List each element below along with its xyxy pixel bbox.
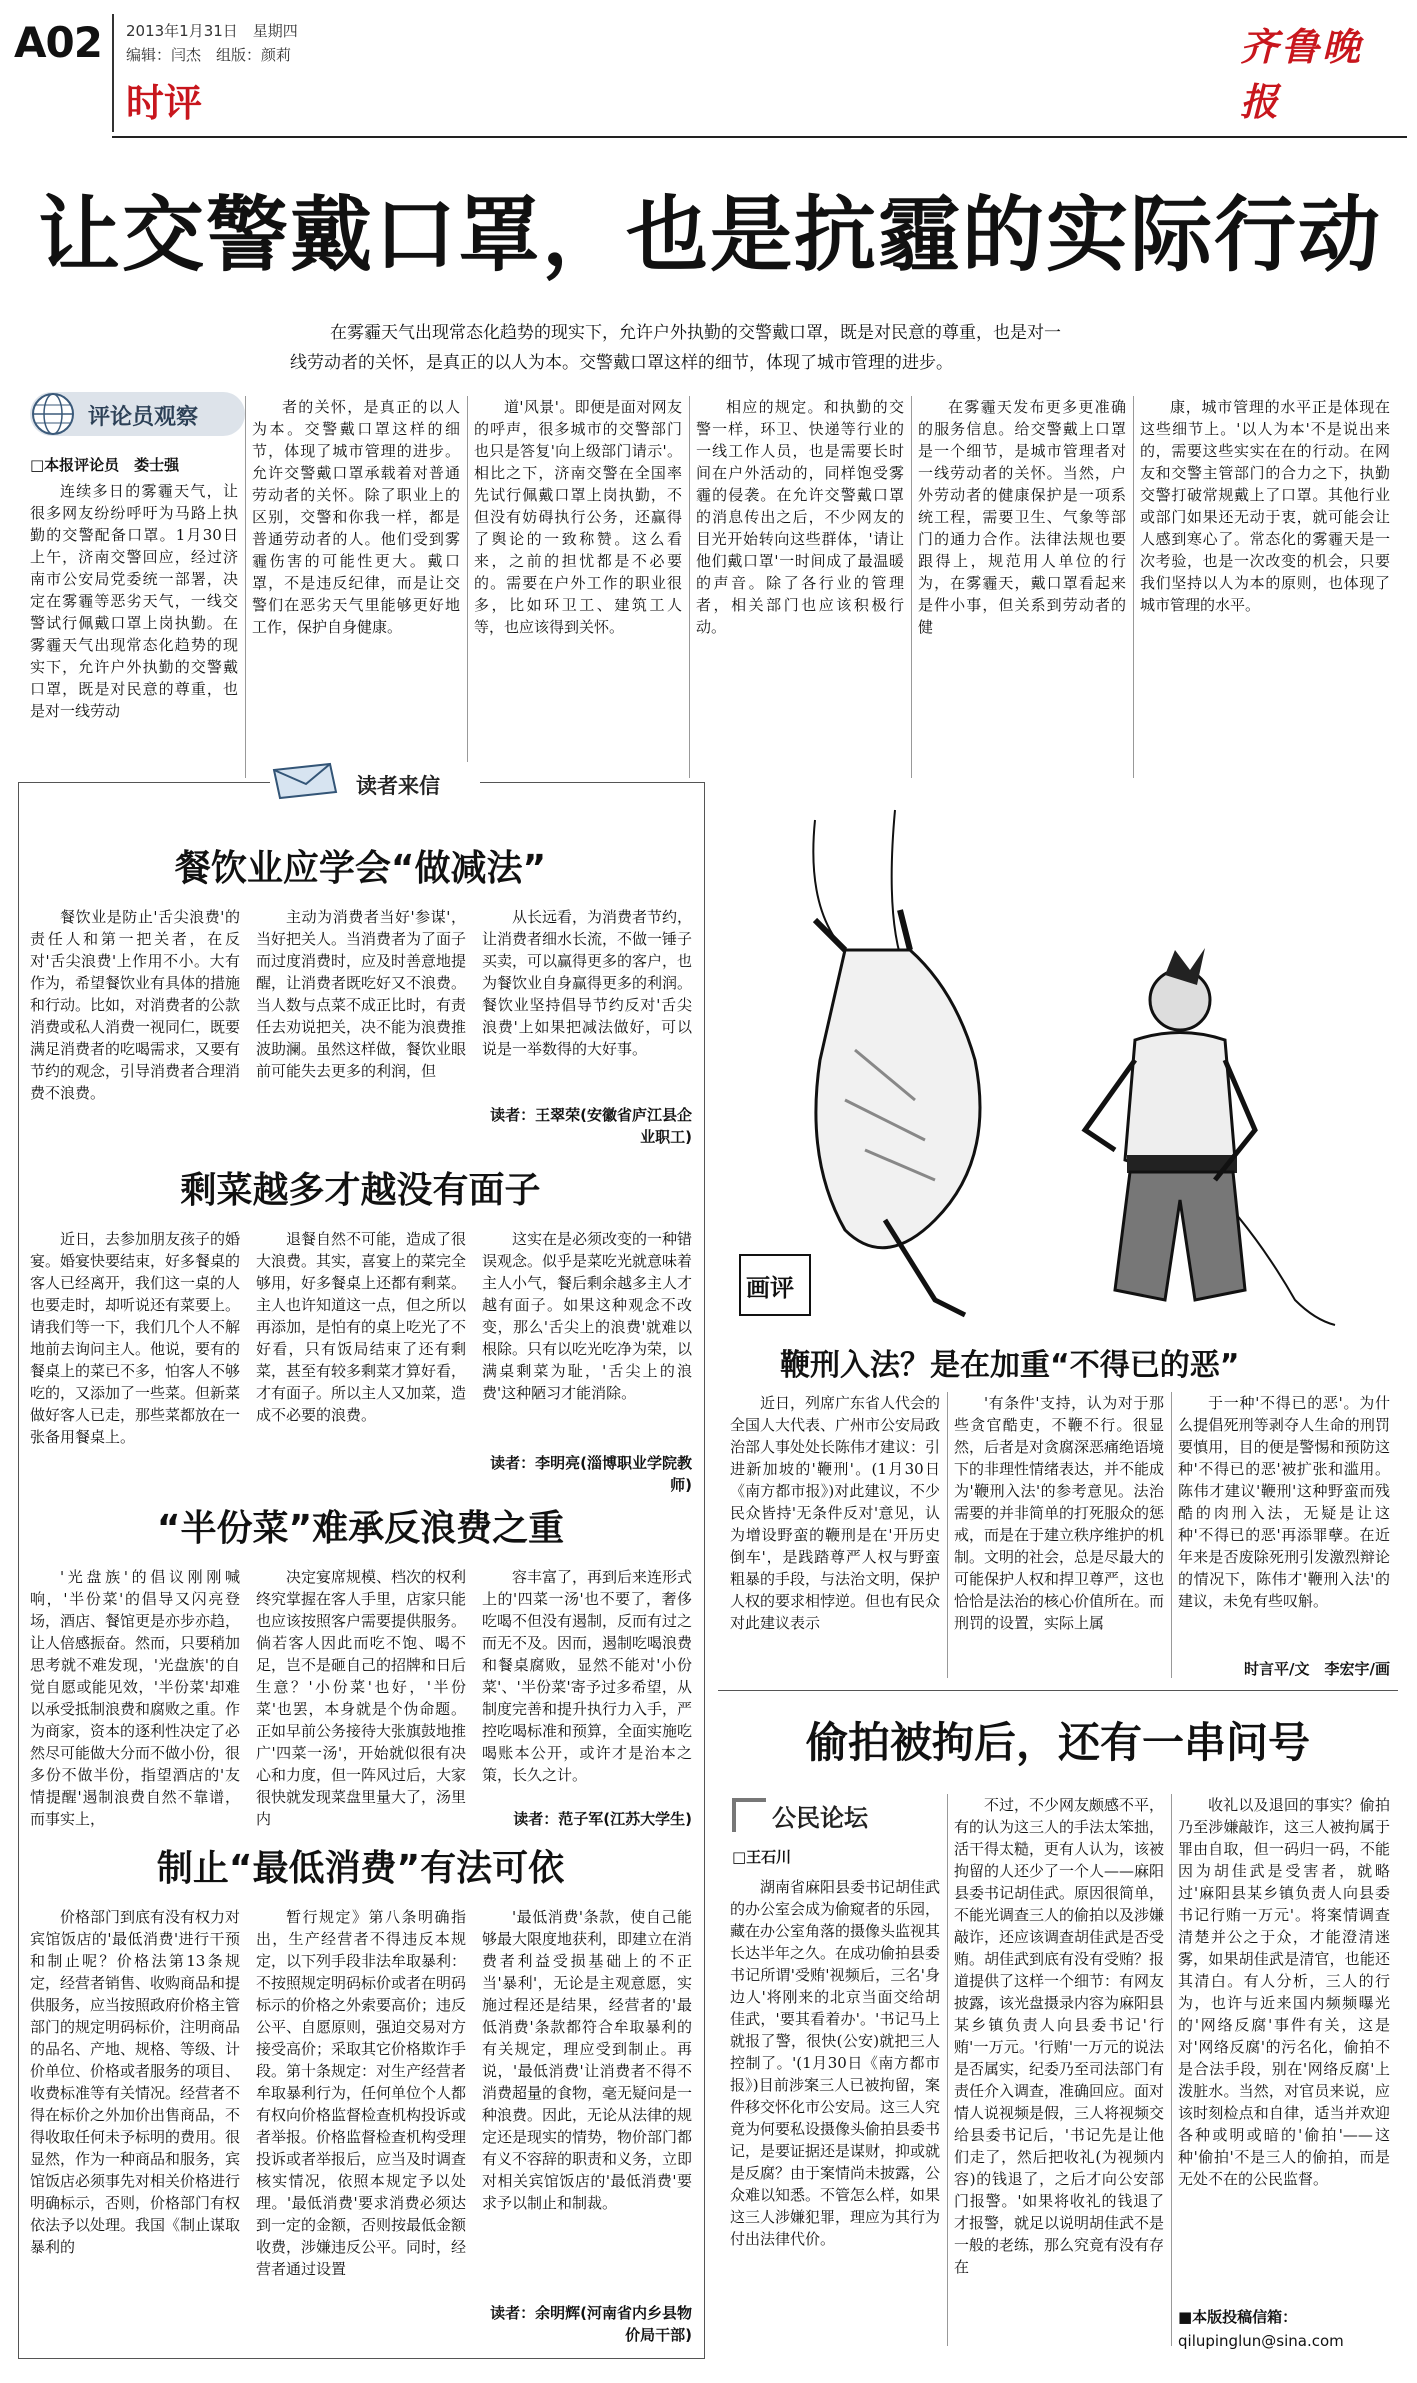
- envelope-icon: [270, 762, 340, 802]
- letter-1-col-2: [256, 906, 466, 1150]
- lead-col-4-text: 相应的规定。和执勤的交警一样，环卫、快递等行业的一线工作人员，也是需要长时间在户外活动的，同样饱受雾霾的侵袭。在允许交警戴口罩的消息传出之后，不少网友的目光开始转向这些群体，'请让他们戴口罩'一时间成了最温暖的声音。除了各行业的管理者，相关部门也应该积极行动。: [696, 398, 904, 636]
- letter-4-col-3-text: '最低消费'条款，使自己能够最大限度地获利，即建立在消费者利益受损基础上的不正当'暴利'，无论是主观意愿，实施过程还是结果，经营者的'最低消费'条款都符合牟取暴利的有关规定，理应受到制止。再说，'最低消费'让消费者不得不消费超量的食物，毫无疑问是一种浪费。因此，无论从法律的规定还是现实的情势，物价部门都有义不容辞的职责和义务，立即对相关宾馆饭店的'最低消费'要求予以制止和制裁。: [482, 1908, 692, 2212]
- bound-figure-body: [816, 950, 980, 1248]
- forum-col-2-text: 不过，不少网友颇感不平，有的认为这三人的手法太笨拙，活干得太糙，更有人认为，该被拘留的人还少了一个人——麻阳县委书记胡佳武。原因很简单，不能光调查三人的偷拍以及涉嫌敲诈，还应该调查胡佳武是否受贿。胡佳武到底有没有受贿？报道提供了这样一个细节：有网友披露，该光盘摄录内容为麻阳县某乡镇负责人向县委书记'行贿'一万元。'行贿'一万元的说法是否属实，纪委乃至司法部门有责任介入调查，准确回应。面对情人说视频是假，三人将视频交给县委书记后，'书记先是让他们走了，然后把收礼(为视频内容)的钱退了，之后才向公安部门报警。'如果将收礼的钱退了才报警，就足以说明胡佳武不是一般的老练，那么究竟有没有存在: [954, 1796, 1164, 2276]
- header-editors: 编辑：闫杰 组版：颜莉: [126, 46, 292, 64]
- letter-1-col-3: [482, 906, 692, 1100]
- forum-col-divider: [947, 1794, 948, 2346]
- lead-col-6: [1140, 396, 1390, 778]
- cartoon-col-1-text: 近日，列席广东省人代会的全国人大代表、广州市公安局政治部人事处处长陈伟才建议：引进新加坡的'鞭刑'。(1月30日《南方都市报》)对此建议，不少民众皆持'无条件反对'意见，认为增设野蛮的鞭刑是在'开历史倒车'，是践踏尊严人权与野蛮粗暴的手段，与法治文明，保护人权的要求相悖逆。但也有民众对此建议表示: [730, 1394, 940, 1632]
- page-number: A02: [14, 18, 102, 67]
- lead-col-divider: [245, 396, 246, 778]
- letter-2-col-1-text: 近日，去参加朋友孩子的婚宴。婚宴快要结束，好多餐桌的客人已经离开，我们这一桌的人也要走时，却听说还有菜要上。请我们等一下，我们几个人不解地前去询问主人。他说，要有的餐桌上的菜已不多，怕客人不够吃的，又添加了一些菜。但新菜做好客人已走，那些菜都放在一张备用餐桌上。: [30, 1230, 240, 1446]
- lead-col-3: [474, 396, 682, 778]
- forum-badge-label: 公民论坛: [772, 1804, 868, 1832]
- letter-2-col-3: [482, 1228, 692, 1448]
- lead-col-6-text: 康，城市管理的水平正是体现在这些细节上。'以人为本'不是说出来的，需要这些实实在在的行动。在网友和交警主管部门的合力之下，执勤交警打破常规戴上了口罩。其他行业或部门如果还无动于衷，就可能会让人感到寒心了。常态化的雾霾天是一次考验，也是一次改变的机会，只要我们坚持以人为本的原则，也体现了城市管理的水平。: [1140, 398, 1390, 614]
- cartoon-col-2: [954, 1392, 1164, 1678]
- cartoon-signature: 时言平/文 李宏宇/画: [1244, 1660, 1390, 1678]
- commentator-badge: [30, 392, 245, 436]
- lead-col-3-text: 道'风景'。即便是面对网友的呼声，很多城市的交警部门也只是答复'向上级部门请示'。相比之下，济南交警在全国率先试行佩戴口罩上岗执勤，不但没有妨碍执行公务，还赢得了舆论的一致称赞。这么看来，之前的担忧都是不必要的。需要在户外工作的职业很多，比如环卫工、建筑工人等，也应该得到关怀。: [474, 398, 682, 636]
- letter-3-col-1-text: '光盘族'的倡议刚刚喊响，'半份菜'的倡导又闪亮登场，酒店、餐馆更是亦步亦趋，让人倍感振奋。然而，只要稍加思考就不难发现，'光盘族'的自觉自愿或能见效，'半份菜'却难以承受抵制浪费和腐败之重。作为商家，资本的逐利性决定了必然尽可能做大分而不做小份，很多份不做半份，指望酒店的'友情提醒'遏制浪费自然不靠谱，而事实上，: [30, 1568, 240, 1828]
- forum-col-3-text: 收礼以及退回的事实？偷拍乃至涉嫌敲诈，这三人被拘属于罪由自取，但一码归一码，不能因为胡佳武是受害者，就略过'麻阳县某乡镇负责人向县委书记行贿一万元'。将案情调查清楚并公之于众，才能澄清迷雾，如果胡佳武是清官，也能还其清白。有人分析，三人的行为，也许与近来国内频频曝光的'网络反腐'事件有关，这是对'网络反腐'的污名化，偷拍不是合法手段，别在'网络反腐'上泼脏水。当然，对官员来说，应该时刻检点和自律，适当并欢迎各种或明或暗的'偷拍'——这种'偷拍'不是三人的偷拍，而是无处不在的公民监督。: [1178, 1796, 1390, 2188]
- lead-col-divider: [911, 396, 912, 778]
- brand-logo: [1240, 16, 1400, 124]
- lead-byline: □本报评论员 娄士强: [30, 456, 180, 474]
- forum-col-2: [954, 1794, 1164, 2346]
- enforcer-torso: [1125, 1033, 1235, 1171]
- letter-4-col-2: [256, 1906, 466, 2346]
- letter-4-signature: 读者：余明辉(河南省内乡县物价局干部): [490, 2304, 692, 2344]
- letter-2-title: 剩菜越多才越没有面子: [180, 1170, 541, 1211]
- letter-1-col-3-text: 从长远看，为消费者节约，让消费者细水长流，不做一锤子买卖，可以赢得更多的客户，也为餐饮业自身赢得更多的利润。餐饮业坚持倡导节约反对'舌尖浪费'上如果把减法做好，可以说是一举数得的大好事。: [482, 908, 692, 1058]
- lead-col-2: [252, 396, 460, 778]
- letter-3-signature: 读者：范子军(江苏大学生): [513, 1810, 692, 1828]
- section-title: 时评: [126, 81, 203, 125]
- commentator-badge-label: 评论员观察: [88, 405, 199, 430]
- cartoon-col-divider: [947, 1392, 948, 1678]
- header-date: 2013年1月31日 星期四: [126, 22, 298, 40]
- whip-line-right: [892, 810, 905, 970]
- lead-headline: 让交警戴口罩，也是抗霾的实际行动: [37, 188, 1382, 283]
- forum-headline: 偷拍被拘后，还有一串问号: [805, 1718, 1310, 1767]
- brand-logo-text: 齐鲁晚报: [1240, 24, 1364, 124]
- lead-col-divider: [467, 396, 468, 778]
- letter-4-title: 制止“最低消费”有法可依: [156, 1848, 565, 1889]
- cartoon-col-1: [730, 1392, 940, 1678]
- lead-col-5: [918, 396, 1126, 778]
- letter-3-col-2: [256, 1566, 466, 1832]
- letter-1-title: 餐饮业应学会“做减法”: [174, 848, 547, 889]
- forum-byline: □王石川: [732, 1848, 792, 1866]
- letter-2-col-3-text: 这实在是必须改变的一种错误观念。似乎是菜吃光就意味着主人小气，餐后剩余越多主人才越有面子。如果这种观念不改变，那么'舌尖上的浪费'就难以根除。只有以吃光吃净为荣，以满桌剩菜为耻，'舌尖上的浪费'这种陋习才能消除。: [482, 1230, 692, 1402]
- submission-label: ■本版投稿信箱：: [1178, 2308, 1298, 2326]
- lead-col-1: [30, 480, 238, 778]
- letter-1-col-1-text: 餐饮业是防止'舌尖浪费'的责任人和第一把关者，在反对'舌尖浪费'上作用不小。大有作为，希望餐饮业有具体的措施和行动。比如，对消费者的公款消费或私人消费一视同仁，既要满足消费者的吃喝需求，又要有节约的观念，引导消费者合理消费不浪费。: [30, 908, 240, 1102]
- forum-col-1: [730, 1876, 940, 2346]
- cartoon-col-2-text: '有条件'支持，认为对于那些贪官酷吏，不鞭不行。很显然，后者是对贪腐深恶痛绝语境下的非理性情绪表达，并不能成为'鞭刑入法'的参考意见。法治需要的并非简单的打死服众的惩戒，而是在于建立秩序维护的机制。文明的社会，总是尽最大的可能保护人权和捍卫尊严，这也恰恰是法治的核心价值所在。而刑罚的设置，实际上属: [954, 1394, 1164, 1632]
- letter-3-col-3-text: 容丰富了，再到后来连形式上的'四菜一汤'也不要了，奢侈吃喝不但没有遏制，反而有过之而无不及。因而，遏制吃喝浪费和餐桌腐败，显然不能对'小份菜'、'半份菜'寄予过多希望，从制度完善和提升执行力入手，严控吃喝标准和预算，全面实施吃喝账本公开，或许才是治本之策，长久之计。: [482, 1568, 692, 1784]
- lead-col-5-text: 在雾霾天发布更多更准确的服务信息。给交警戴上口罩是一个细节，是城市管理者对一线劳动者的关怀。当然，户外劳动者的健康保护是一项系统工程，需要卫生、气象等部门的通力合作。法律法规也要跟得上，规范用人单位的行为，在雾霾天，戴口罩看起来是件小事，但关系到劳动者的健: [918, 398, 1126, 636]
- cartoon-col-divider: [1171, 1392, 1172, 1678]
- letter-4-col-2-text: 暂行规定》第八条明确指出，生产经营者不得违反本规定，以下列手段非法牟取暴利：不按照规定明码标价或者在明码标示的价格之外索要高价；违反公平、自愿原则，强迫交易对方接受高价；采取其它价格欺诈手段。第十条规定：对生产经营者牟取暴利行为，任何单位个人都有权向价格监督检查机构投诉或者举报。价格监督检查机构受理投诉或者举报后，应当及时调查核实情况，依照本规定予以处理。'最低消费'要求消费必须达到一定的金额，否则按最低金额收费，涉嫌违反公平。同时，经营者通过设置: [256, 1908, 466, 2278]
- header-rule: [112, 136, 1407, 138]
- lead-summary-line1: 在雾霾天气出现常态化趋势的现实下，允许户外执勤的交警戴口罩，既是对民意的尊重，也是对一: [330, 323, 1061, 343]
- letter-3-title: “半份菜”难承反浪费之重: [156, 1508, 565, 1549]
- cartoon-article-title: 鞭刑入法？是在加重“不得已的恶”: [780, 1348, 1240, 1383]
- cartoon-col-3-text: 于一种'不得已的恶'。为什么提倡死刑等剥夺人生命的刑罚要慎用，目的便是警惕和预防这种'不得已的恶'被扩张和滥用。陈伟才建议'鞭刑'这种野蛮而残酷的肉刑入法，无疑是让这种'不得已的恶'再添罪孽。在近年来是否废除死刑引发激烈辩论的情况下，陈伟才'鞭刑入法'的建议，未免有些叹斛。: [1178, 1394, 1390, 1610]
- letter-2-col-2-text: 退餐自然不可能，造成了很大浪费。其实，喜宴上的菜完全够用，好多餐桌上还都有剩菜。主人也许知道这一点，但之所以再添加，是怕有的桌上吃光了不好看，只有饭局结束了还有剩菜，甚至有较多剩菜才算好看，才有面子。所以主人又加菜，造成不必要的浪费。: [256, 1230, 466, 1424]
- letter-3-col-1: [30, 1566, 240, 1832]
- cartoon-badge-label: 画评: [746, 1274, 794, 1302]
- cartoon-col-3: [1178, 1392, 1390, 1656]
- letter-4-col-1-text: 价格部门到底有没有权力对宾馆饭店的'最低消费'进行干预和制止呢？价格法第13条规定，经营者销售、收购商品和提供服务，应当按照政府价格主管部门的规定明码标价，注明商品的品名、产地、规格、等级、计价单位、价格或者服务的项目、收费标准等有关情况。经营者不得在标价之外加价出售商品，不得收取任何未予标明的费用。很显然，作为一种商品和服务，宾馆饭店必须事先对相关价格进行明确标示，否则，价格部门有权依法予以处理。我国《制止谋取暴利的: [30, 1908, 240, 2256]
- letter-4-col-1: [30, 1906, 240, 2346]
- lead-col-4: [696, 396, 904, 778]
- forum-badge-mark: [732, 1798, 766, 1832]
- letter-2-col-2: [256, 1228, 466, 1494]
- letter-4-col-3: [482, 1906, 692, 2298]
- lead-summary-line2: 线劳动者的关怀，是真正的以人为本。交警戴口罩这样的细节，体现了城市管理的进步。: [290, 353, 953, 373]
- forum-col-1-text: 湖南省麻阳县委书记胡佳武的办公室会成为偷窥者的乐园，藏在办公室角落的摄像头监视其长达半年之久。在成功偷拍县委书记所谓'受贿'视频后，三名'身边人'将刚来的北京当面交给胡佳武，'要其看着办'。'书记马上就报了警，很快(公安)就把三人控制了。'(1月30日《南方都市报》)目前涉案三人已被拘留，案件移交怀化市公安局。这三人究竟为何要私设摄像头偷拍县委书记，是要证据还是谋财，抑或就是反腐？由于案情尚未披露，公众难以知悉。不管怎么样，如果这三人涉嫌犯罪，理应为其行为付出法律代价。: [730, 1878, 940, 2248]
- forum-badge: [732, 1794, 932, 1834]
- letter-3-col-2-text: 决定宴席规模、档次的权利终究掌握在客人手里，店家只能也应该按照客户需要提供服务。倘若客人因此而吃不饱、喝不足，岂不是砸自己的招牌和日后生意？'小份菜'也好，'半份菜'也罢，本身就是个伪命题。正如早前公务接待大张旗鼓地推广'四菜一汤'，开始就似很有决心和力度，但一阵风过后，大家很快就发现菜盘里量大了，汤里内: [256, 1568, 466, 1828]
- globe-icon: [30, 391, 76, 437]
- lead-col-divider: [689, 396, 690, 778]
- letters-badge-label: 读者来信: [356, 774, 440, 798]
- cartoon-bottom-rule: [718, 1690, 1398, 1691]
- letter-1-signature: 读者：王翠荣(安徽省庐江县企业职工): [490, 1106, 692, 1146]
- lead-col-1-text: 连续多日的雾霾天气，让很多网友纷纷呼吁为马路上执勤的交警配备口罩。1月30日上午，济南交警回应，经过济南市公安局党委统一部署，决定在雾霾等恶劣天气，一线交警试行佩戴口罩上岗执勤。在雾霾天气出现常态化趋势的现实下，允许户外执勤的交警戴口罩，既是对民意的尊重，也是对一线劳动: [30, 482, 238, 720]
- letters-badge: [270, 762, 480, 802]
- letter-1-col-1: [30, 906, 240, 1150]
- letter-3-col-3: [482, 1566, 692, 1806]
- letter-1-col-2-text: 主动为消费者当好'参谋'，当好把关人。当消费者为了面子而过度消费时，应及时善意地提醒，让消费者既吃好又不浪费。当人数与点菜不成正比时，有责任去劝说把关，决不能为浪费推波助澜。虽然这样做，餐饮业眼前可能失去更多的利润，但: [256, 908, 466, 1080]
- cartoon-illustration: [735, 800, 1390, 1330]
- submission-email[interactable]: qilupinglun@sina.com: [1178, 2332, 1344, 2350]
- letter-2-col-1: [30, 1228, 240, 1494]
- enforcer-pants: [1115, 1172, 1245, 1300]
- lead-col-2-text: 者的关怀，是真正的以人为本。交警戴口罩这样的细节，体现了城市管理的进步。允许交警戴口罩承载着对普通劳动者的关怀。除了职业上的区别，交警和你我一样，都是普通劳动者的人。他们受到雾霾伤害的可能性更大。戴口罩，不是违反纪律，而是让交警们在恶劣天气里能够更好地工作，保护自身健康。: [252, 398, 460, 636]
- lead-col-divider: [1133, 396, 1134, 778]
- letter-2-signature: 读者：李明亮(淄博职业学院教师): [490, 1454, 692, 1494]
- forum-col-3: [1178, 1794, 1390, 2290]
- header-divider: [112, 14, 114, 132]
- forum-col-divider: [1171, 1794, 1172, 2346]
